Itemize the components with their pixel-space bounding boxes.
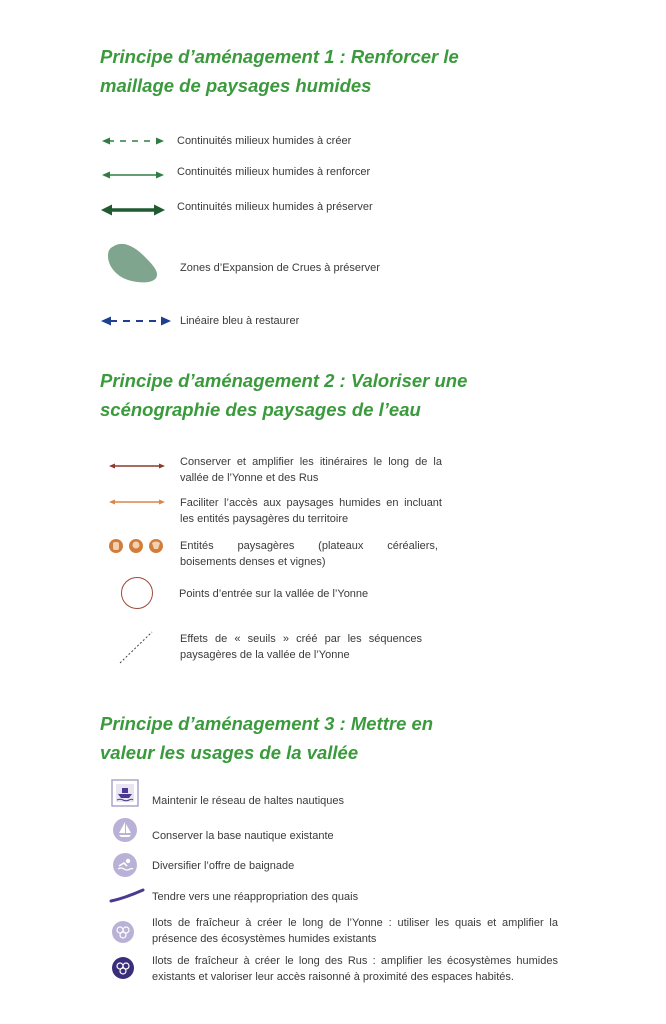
legend-label-line1: Effets de « seuils » créé par les séquences xyxy=(180,633,422,645)
dashed-threshold-line-icon xyxy=(117,630,155,666)
section-1-title: Principe d’aménagement 1 : Renforcer le maillage de paysages humides xyxy=(100,46,459,96)
legend-label: Continuités milieux humides à préserver xyxy=(177,201,373,213)
section-2-title: Principe d’aménagement 2 : Valoriser une scénographie des paysages de l’eau xyxy=(100,370,468,420)
brown-arrow-icon xyxy=(108,461,166,471)
dashed-green-arrow-icon xyxy=(100,134,166,148)
legend-label-line2: paysagères de la vallée de l’Yonne xyxy=(180,649,350,661)
section-3-title: Principe d’aménagement 3 : Mettre en valeur les usages de la vallée xyxy=(100,713,434,763)
legend-label-line1: Faciliter l’accès aux paysages humides en incluant xyxy=(180,497,442,509)
legend-label-line2: les entités paysagères du territoire xyxy=(180,513,349,525)
cool-island-rus-icon xyxy=(111,956,135,980)
legend-label-line1: Ilots de fraîcheur à créer le long des Rus : amplifier les écosystèmes humides xyxy=(152,955,558,967)
swimmer-icon xyxy=(112,852,138,878)
legend-label-line2: vallée de l’Yonne et des Rus xyxy=(180,472,319,484)
flood-zone-shape-icon xyxy=(104,242,162,286)
legend-label: Tendre vers une réappropriation des quais xyxy=(152,891,359,903)
legend-label: Continuités milieux humides à créer xyxy=(177,135,352,147)
dashed-blue-arrow-icon xyxy=(100,314,172,328)
legend-label-line2: présence des écosystèmes humides existants xyxy=(152,933,377,945)
legend-label-line2: boisements denses et vignes) xyxy=(180,556,326,568)
thick-green-arrow-icon xyxy=(100,202,166,218)
sailboat-icon xyxy=(112,817,138,843)
legend-label-line2: existants et valoriser leur accès raisonné à proximité des espaces habités. xyxy=(152,971,514,983)
legend-label-line1: Entités paysagères (plateaux céréaliers, xyxy=(180,540,438,552)
boat-stop-icon xyxy=(111,779,139,807)
legend-label-line1: Conserver et amplifier les itinéraires le long de la xyxy=(180,456,442,468)
cool-island-yonne-icon xyxy=(111,920,135,944)
entry-point-circle-icon xyxy=(121,577,153,609)
legend-label: Diversifier l’offre de baignade xyxy=(152,860,295,872)
landscape-entities-icon xyxy=(108,538,166,556)
purple-curve-icon xyxy=(109,888,145,904)
legend-label: Maintenir le réseau de haltes nautiques xyxy=(152,795,345,807)
legend-label: Points d’entrée sur la vallée de l’Yonne xyxy=(179,588,369,600)
legend-label: Zones d’Expansion de Crues à préserver xyxy=(180,262,380,274)
orange-arrow-icon xyxy=(108,497,166,507)
legend-label: Conserver la base nautique existante xyxy=(152,830,334,842)
legend-label-line1: Ilots de fraîcheur à créer le long de l’Yonne : utiliser les quais et amplifier la xyxy=(152,917,558,929)
legend-label: Continuités milieux humides à renforcer xyxy=(177,166,371,178)
green-arrow-icon xyxy=(100,168,166,182)
legend-label: Linéaire bleu à restaurer xyxy=(180,315,300,327)
